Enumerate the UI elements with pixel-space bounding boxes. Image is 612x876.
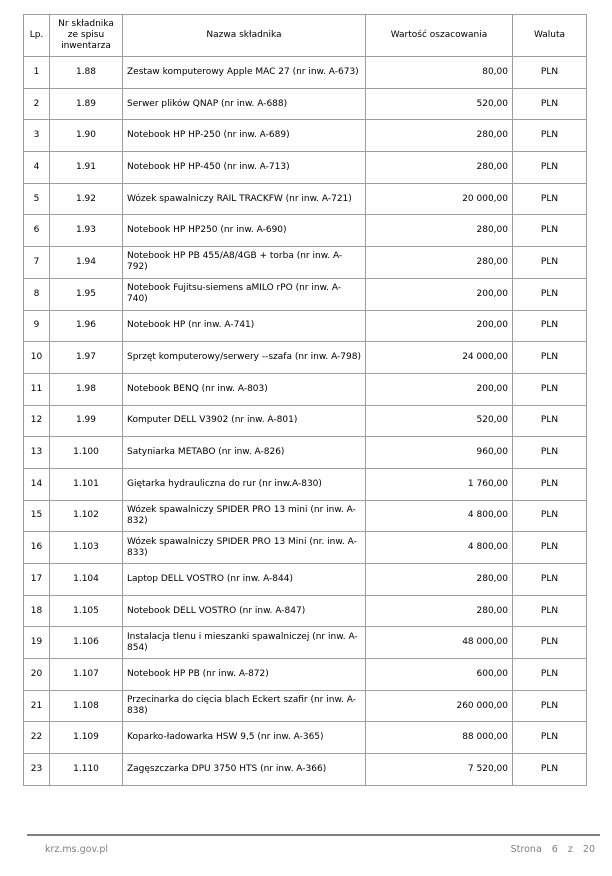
- cell-inventory-number: 1.93: [50, 215, 123, 247]
- cell-lp: 20: [24, 659, 50, 691]
- cell-inventory-number: 1.89: [50, 88, 123, 120]
- cell-estimated-value: 88 000,00: [366, 722, 513, 754]
- cell-component-name: Zestaw komputerowy Apple MAC 27 (nr inw. A-673): [123, 57, 366, 89]
- cell-lp: 17: [24, 564, 50, 596]
- table-row: [24, 564, 587, 596]
- cell-component-name: Instalacja tlenu i mieszanki spawalniczej (nr inw. A-854): [123, 627, 366, 659]
- cell-inventory-number: 1.94: [50, 247, 123, 279]
- page-indicator-separator: z: [567, 844, 573, 855]
- cell-lp: 23: [24, 754, 50, 786]
- table-row: [24, 468, 587, 500]
- cell-lp: 16: [24, 532, 50, 564]
- cell-inventory-number: 1.99: [50, 405, 123, 437]
- cell-component-name: Notebook DELL VOSTRO (nr inw. A-847): [123, 595, 366, 627]
- cell-lp: 15: [24, 500, 50, 532]
- table-row: [24, 373, 587, 405]
- cell-component-name: Wózek spawalniczy RAIL TRACKFW (nr inw. A-721): [123, 183, 366, 215]
- cell-lp: 6: [24, 215, 50, 247]
- cell-currency: PLN: [513, 88, 587, 120]
- table-row: [24, 183, 587, 215]
- table-row: [24, 57, 587, 89]
- col-header-inventory-number: Nr składnika ze spisu inwentarza: [50, 15, 123, 57]
- inventory-table: [23, 14, 587, 786]
- cell-currency: PLN: [513, 373, 587, 405]
- cell-lp: 12: [24, 405, 50, 437]
- page-indicator-current: 6: [551, 844, 558, 855]
- cell-estimated-value: 200,00: [366, 278, 513, 310]
- cell-lp: 10: [24, 342, 50, 374]
- cell-lp: 11: [24, 373, 50, 405]
- col-header-lp: Lp.: [24, 15, 50, 57]
- cell-estimated-value: 20 000,00: [366, 183, 513, 215]
- cell-currency: PLN: [513, 468, 587, 500]
- cell-currency: PLN: [513, 278, 587, 310]
- cell-currency: PLN: [513, 405, 587, 437]
- cell-component-name: Satyniarka METABO (nr inw. A-826): [123, 437, 366, 469]
- cell-component-name: Serwer plików QNAP (nr inw. A-688): [123, 88, 366, 120]
- cell-inventory-number: 1.103: [50, 532, 123, 564]
- cell-estimated-value: 80,00: [366, 57, 513, 89]
- cell-lp: 21: [24, 690, 50, 722]
- cell-estimated-value: 200,00: [366, 310, 513, 342]
- table-row: [24, 405, 587, 437]
- cell-inventory-number: 1.107: [50, 659, 123, 691]
- cell-estimated-value: 520,00: [366, 88, 513, 120]
- cell-inventory-number: 1.96: [50, 310, 123, 342]
- cell-component-name: Sprzęt komputerowy/serwery --szafa (nr inw. A-798): [123, 342, 366, 374]
- cell-lp: 22: [24, 722, 50, 754]
- cell-inventory-number: 1.98: [50, 373, 123, 405]
- table-row: [24, 88, 587, 120]
- table-row: [24, 627, 587, 659]
- table-row: [24, 152, 587, 184]
- cell-component-name: Notebook Fujitsu-siemens aMILO rPO (nr inw. A-740): [123, 278, 366, 310]
- cell-component-name: Wózek spawalniczy SPIDER PRO 13 mini (nr inw. A-832): [123, 500, 366, 532]
- cell-estimated-value: 280,00: [366, 564, 513, 596]
- cell-currency: PLN: [513, 310, 587, 342]
- cell-component-name: Giętarka hydrauliczna do rur (nr inw.A-830): [123, 468, 366, 500]
- cell-inventory-number: 1.110: [50, 754, 123, 786]
- cell-estimated-value: 280,00: [366, 215, 513, 247]
- cell-currency: PLN: [513, 595, 587, 627]
- cell-lp: 1: [24, 57, 50, 89]
- table-row: [24, 437, 587, 469]
- cell-currency: PLN: [513, 342, 587, 374]
- cell-inventory-number: 1.108: [50, 690, 123, 722]
- cell-lp: 18: [24, 595, 50, 627]
- cell-currency: PLN: [513, 627, 587, 659]
- table-header-row: [24, 15, 587, 57]
- cell-estimated-value: 280,00: [366, 152, 513, 184]
- table-row: [24, 595, 587, 627]
- col-header-currency: Waluta: [513, 15, 587, 57]
- cell-currency: PLN: [513, 437, 587, 469]
- table-row: [24, 278, 587, 310]
- cell-lp: 14: [24, 468, 50, 500]
- cell-lp: 8: [24, 278, 50, 310]
- page-indicator-label: Strona: [510, 844, 542, 855]
- cell-estimated-value: 600,00: [366, 659, 513, 691]
- cell-component-name: Notebook HP HP-450 (nr inw. A-713): [123, 152, 366, 184]
- cell-lp: 3: [24, 120, 50, 152]
- table-row: [24, 532, 587, 564]
- cell-lp: 13: [24, 437, 50, 469]
- table-row: [24, 120, 587, 152]
- cell-currency: PLN: [513, 564, 587, 596]
- cell-currency: PLN: [513, 659, 587, 691]
- cell-component-name: Notebook HP HP-250 (nr inw. A-689): [123, 120, 366, 152]
- cell-estimated-value: 960,00: [366, 437, 513, 469]
- table-row: [24, 722, 587, 754]
- cell-lp: 4: [24, 152, 50, 184]
- table-row: [24, 754, 587, 786]
- cell-lp: 9: [24, 310, 50, 342]
- cell-currency: PLN: [513, 500, 587, 532]
- cell-estimated-value: 280,00: [366, 595, 513, 627]
- cell-lp: 7: [24, 247, 50, 279]
- col-header-estimated-value: Wartość oszacowania: [366, 15, 513, 57]
- cell-inventory-number: 1.91: [50, 152, 123, 184]
- cell-currency: PLN: [513, 532, 587, 564]
- cell-currency: PLN: [513, 120, 587, 152]
- cell-component-name: Notebook HP HP250 (nr inw. A-690): [123, 215, 366, 247]
- cell-currency: PLN: [513, 754, 587, 786]
- footer-divider: [27, 834, 600, 836]
- cell-component-name: Koparko-ładowarka HSW 9,5 (nr inw. A-365): [123, 722, 366, 754]
- table-row: [24, 310, 587, 342]
- table-row: [24, 500, 587, 532]
- cell-estimated-value: 1 760,00: [366, 468, 513, 500]
- cell-inventory-number: 1.92: [50, 183, 123, 215]
- cell-inventory-number: 1.109: [50, 722, 123, 754]
- cell-estimated-value: 260 000,00: [366, 690, 513, 722]
- table-row: [24, 247, 587, 279]
- cell-inventory-number: 1.95: [50, 278, 123, 310]
- cell-estimated-value: 48 000,00: [366, 627, 513, 659]
- cell-currency: PLN: [513, 152, 587, 184]
- cell-estimated-value: 4 800,00: [366, 532, 513, 564]
- table-row: [24, 342, 587, 374]
- cell-currency: PLN: [513, 57, 587, 89]
- cell-component-name: Wózek spawalniczy SPIDER PRO 13 Mini (nr. inw. A-833): [123, 532, 366, 564]
- cell-component-name: Laptop DELL VOSTRO (nr inw. A-844): [123, 564, 366, 596]
- cell-inventory-number: 1.97: [50, 342, 123, 374]
- cell-currency: PLN: [513, 215, 587, 247]
- cell-currency: PLN: [513, 183, 587, 215]
- table-row: [24, 215, 587, 247]
- cell-component-name: Notebook HP (nr inw. A-741): [123, 310, 366, 342]
- cell-component-name: Notebook BENQ (nr inw. A-803): [123, 373, 366, 405]
- cell-estimated-value: 280,00: [366, 120, 513, 152]
- cell-inventory-number: 1.102: [50, 500, 123, 532]
- cell-estimated-value: 280,00: [366, 247, 513, 279]
- cell-inventory-number: 1.104: [50, 564, 123, 596]
- cell-currency: PLN: [513, 722, 587, 754]
- cell-component-name: Notebook HP PB 455/A8/4GB + torba (nr inw. A-792): [123, 247, 366, 279]
- table-row: [24, 659, 587, 691]
- col-header-component-name: Nazwa składnika: [123, 15, 366, 57]
- cell-inventory-number: 1.106: [50, 627, 123, 659]
- cell-currency: PLN: [513, 247, 587, 279]
- cell-estimated-value: 24 000,00: [366, 342, 513, 374]
- cell-estimated-value: 200,00: [366, 373, 513, 405]
- cell-component-name: Komputer DELL V3902 (nr inw. A-801): [123, 405, 366, 437]
- cell-component-name: Zagęszczarka DPU 3750 HTS (nr inw. A-366): [123, 754, 366, 786]
- cell-estimated-value: 4 800,00: [366, 500, 513, 532]
- cell-inventory-number: 1.101: [50, 468, 123, 500]
- cell-inventory-number: 1.100: [50, 437, 123, 469]
- cell-inventory-number: 1.105: [50, 595, 123, 627]
- cell-estimated-value: 7 520,00: [366, 754, 513, 786]
- table-row: [24, 690, 587, 722]
- footer-site-label: krz.ms.gov.pl: [45, 844, 109, 855]
- cell-component-name: Notebook HP PB (nr inw. A-872): [123, 659, 366, 691]
- cell-currency: PLN: [513, 690, 587, 722]
- cell-inventory-number: 1.88: [50, 57, 123, 89]
- cell-component-name: Przecinarka do cięcia blach Eckert szafir (nr inw. A-838): [123, 690, 366, 722]
- page-indicator-total: 20: [582, 844, 595, 855]
- cell-lp: 19: [24, 627, 50, 659]
- cell-lp: 5: [24, 183, 50, 215]
- cell-inventory-number: 1.90: [50, 120, 123, 152]
- page-indicator: [511, 844, 595, 855]
- cell-estimated-value: 520,00: [366, 405, 513, 437]
- cell-lp: 2: [24, 88, 50, 120]
